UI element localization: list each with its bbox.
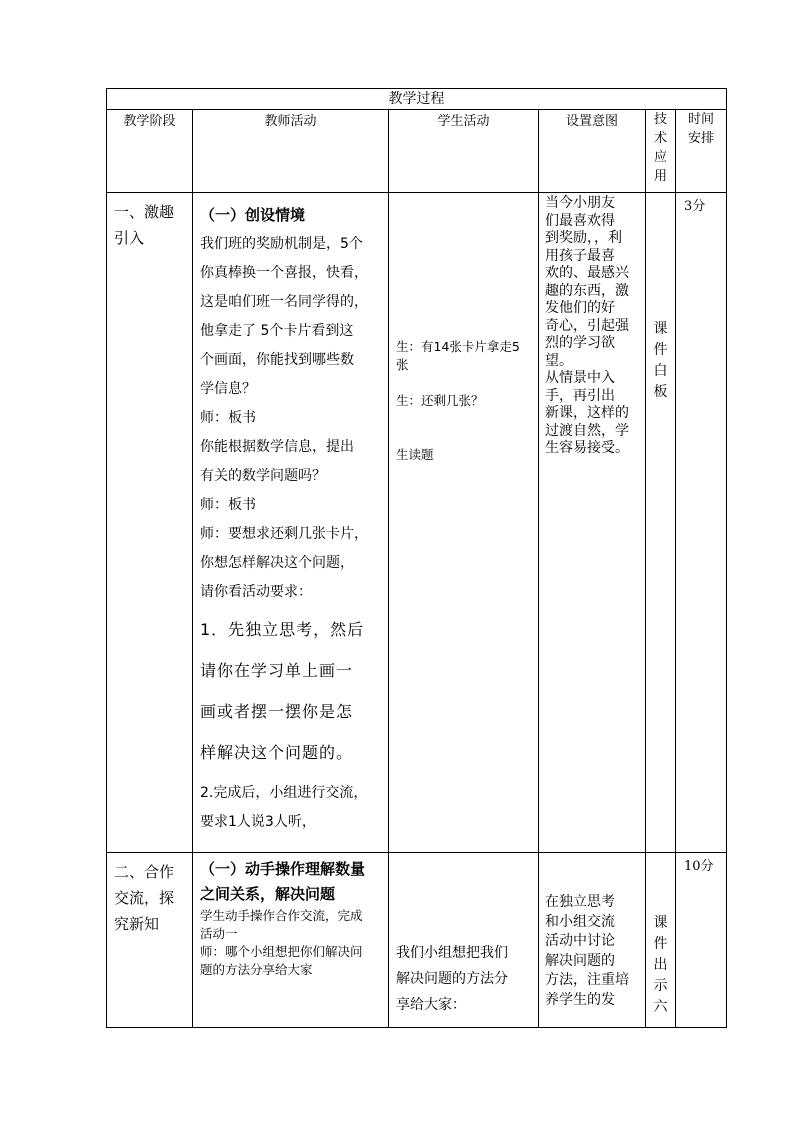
section-heading: （一）创设情境	[200, 206, 306, 224]
lesson-process-table	[106, 88, 727, 1028]
table-row	[107, 193, 727, 853]
header-student: 学生活动	[389, 110, 539, 193]
tech-cell: 课 件 白 板	[646, 193, 676, 853]
student-activity-cell: 我们小组想把我们 解决问题的方法分 享给大家：	[389, 853, 539, 1028]
header-row	[107, 110, 727, 193]
stage-cell: 一、激趣 引入	[107, 193, 193, 853]
header-intent: 设置意图	[539, 110, 646, 193]
tech-cell: 课 件 出 示 六	[646, 853, 676, 1028]
header-time: 时间 安排	[676, 110, 727, 193]
teacher-activity-cell: （一）动手操作理解数量 之间关系，解决问题 学生动手操作合作交流，完成 活动一 师：哪个小组想把你们解决问 题的方法分享给大家	[193, 853, 389, 1028]
table-row	[107, 853, 727, 1028]
table-title: 教学过程	[107, 89, 727, 110]
student-activity-cell: 生：有14张卡片拿走5 张 生：还剩几张？ 生读题	[389, 193, 539, 853]
header-tech: 技 术 应 用	[646, 110, 676, 193]
time-cell: 3分	[676, 193, 727, 853]
intent-cell: 在独立思考 和小组交流 活动中讨论 解决问题的 方法，注重培 养学生的发	[539, 853, 646, 1028]
header-stage: 教学阶段	[107, 110, 193, 193]
teacher-activity-cell: （一）创设情境 我们班的奖励机制是，5个 你真棒换一个喜报，快看， 这是咱们班一名同学得的， 他拿走了 5个卡片看到这 个画面，你能找到哪些数 学信息？ 师：板书 你能根据数学信息，提出 有关的数学问题吗？ 师：板书 师：要想求还剩几张卡片， 你想怎样解决这个问题， 请你看活动要求： 1．先独立思考，然后 请你在学习单上画一 画或者摆一摆你是怎 样解决这个问题的。 2.完成后，小组进行交流， 要求1人说3人听，	[193, 193, 389, 853]
stage-cell: 二、合作 交流，探 究新知	[107, 853, 193, 1028]
header-teacher: 教师活动	[193, 110, 389, 193]
section-heading: （一）动手操作理解数量 之间关系，解决问题	[200, 860, 366, 903]
time-cell: 10分	[676, 853, 727, 1028]
activity-requirement: 1．先独立思考，然后 请你在学习单上画一 画或者摆一摆你是怎 样解决这个问题的。	[200, 620, 365, 762]
intent-cell: 当今小朋友 们最喜欢得 到奖励，，利 用孩子最喜 欢的、最感兴 趣的东西，激 发他们的好 奇心，引起强 烈的学习欲 望。 从情景中入 手，再引出 新课，这样的 过渡自然，学 生容易接受。	[539, 193, 646, 853]
